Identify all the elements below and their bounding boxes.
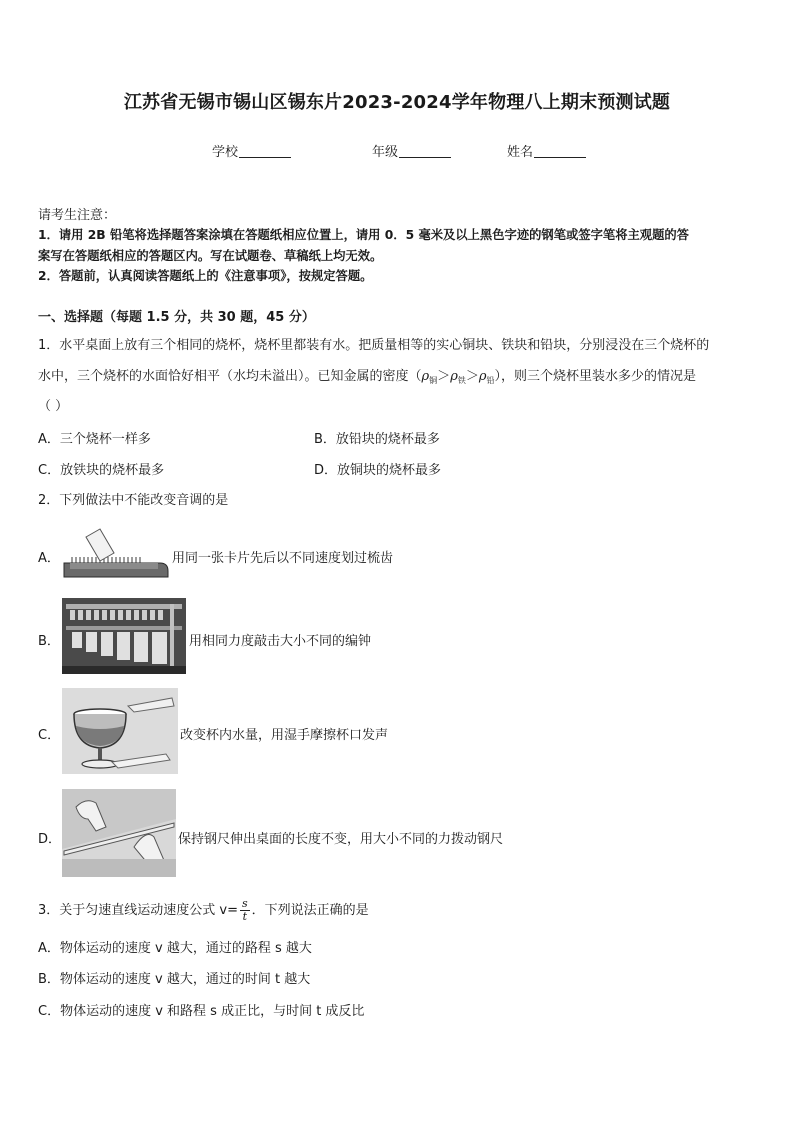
- notice-line-1b: 案写在答题纸相应的答题区内。写在试题卷、草稿纸上均无效。: [38, 249, 383, 263]
- q3-option-a: A．物体运动的速度 v 越大，通过的路程 s 越大: [38, 941, 312, 956]
- q3-option-b: B．物体运动的速度 v 越大，通过的时间 t 越大: [38, 972, 311, 987]
- wine-glass-image: [62, 688, 178, 774]
- grade-field: [372, 141, 451, 160]
- q1-answer-paren: （ ）: [38, 399, 69, 414]
- comb-card-image: [62, 527, 172, 587]
- notice-heading: 请考生注意：: [38, 208, 117, 223]
- notice-line-1a: 1．请用 2B 铅笔将选择题答案涂填在答题纸相应位置上，请用 0．5 毫米及以上黑色字迹的钢笔或签字笔将主观题的答: [38, 228, 689, 242]
- school-blank: [239, 145, 291, 158]
- chime-bells-image: [62, 598, 186, 674]
- q3-stem: 3．关于匀速直线运动速度公式 v= $\frac{s}{t}$ ．下列说法正确的是: [38, 897, 369, 923]
- q2-stem: 2．下列做法中不能改变音调的是: [38, 493, 229, 508]
- grade-blank: [399, 145, 451, 158]
- q1-option-b: B．放铅块的烧杯最多: [314, 432, 440, 447]
- q2-option-a-text: 用同一张卡片先后以不同速度划过梳齿: [172, 551, 394, 566]
- q2-option-d-label: D．: [38, 832, 62, 847]
- rho-symbol: ρ: [478, 369, 487, 384]
- q2-option-c-label: C．: [38, 728, 61, 743]
- rho-symbol: ρ: [450, 369, 458, 384]
- steel-ruler-image: [62, 789, 176, 877]
- q1-option-d: D．放铜块的烧杯最多: [314, 463, 442, 478]
- q2-option-b-label: B．: [38, 634, 60, 649]
- q2-option-a-label: A．: [38, 551, 60, 566]
- notice-line-2: 2．答题前，认真阅读答题纸上的《注意事项》，按规定答题。: [38, 269, 373, 283]
- q2-option-b-text: 用相同力度敲击大小不同的编钟: [189, 634, 372, 649]
- q2-option-d-text: 保持钢尺伸出桌面的长度不变，用大小不同的力拨动钢尺: [178, 832, 504, 847]
- q1-option-c: C．放铁块的烧杯最多: [38, 463, 165, 478]
- page-title: 江苏省无锡市锡山区锡东片2023-2024学年物理八上期末预测试题: [123, 92, 671, 113]
- q1-stem-line2: 水中，三个烧杯的水面恰好相平（水均未溢出）。已知金属的密度$(\rho_铜>\rho_铁>\rho_铅)$，则三个烧杯里装水多少的情况是: [38, 369, 697, 385]
- school-field: [212, 141, 291, 160]
- name-label: 姓名: [507, 145, 534, 160]
- velocity-formula-fraction: $\frac{s}{t}$: [242, 897, 248, 923]
- section-heading: 一、选择题（每题 1.5 分，共 30 题，45 分）: [38, 310, 315, 325]
- grade-label: 年级: [372, 145, 399, 160]
- rho-symbol: ρ: [421, 369, 430, 384]
- q1-option-a: A．三个烧杯一样多: [38, 432, 151, 447]
- name-blank: [534, 145, 586, 158]
- name-field: [507, 141, 586, 160]
- school-label: 学校: [212, 145, 239, 160]
- q3-option-c: C．物体运动的速度 v 和路程 s 成正比，与时间 t 成反比: [38, 1004, 365, 1019]
- q1-stem-line1: 1．水平桌面上放有三个相同的烧杯，烧杯里都装有水。把质量相等的实心铜块、铁块和铅块，分别浸没在三个烧杯的: [38, 338, 710, 353]
- q2-option-c-text: 改变杯内水量，用湿手摩擦杯口发声: [180, 728, 389, 743]
